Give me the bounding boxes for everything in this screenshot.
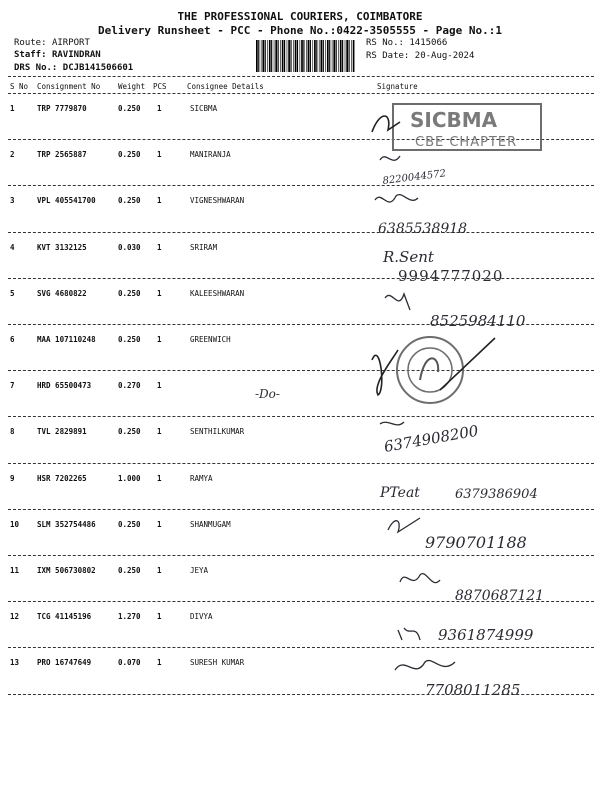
row-consignment-no: HSR 7202265 <box>37 473 87 483</box>
row-pcs: 1 <box>157 104 162 113</box>
divider <box>8 76 594 77</box>
signature-scribble <box>380 156 400 160</box>
barcode-bar <box>297 40 298 72</box>
rs-date-line <box>366 51 474 61</box>
row-divider <box>8 463 594 464</box>
barcode-bar <box>329 40 330 72</box>
signature-scribble <box>380 422 404 425</box>
barcode-bar <box>338 40 339 72</box>
row-consignee: SRIRAM <box>190 242 218 252</box>
stamp-text-1: SICBMA <box>410 108 498 132</box>
signature-scribble <box>395 660 455 670</box>
handwritten-name: PTeat <box>380 485 420 501</box>
barcode-bar <box>278 40 279 72</box>
barcode-bar <box>256 40 258 72</box>
barcode-bar <box>287 40 288 72</box>
row-consignment-no: MAA 107110248 <box>37 335 96 344</box>
row-pcs: 1 <box>157 658 162 668</box>
row-weight: 0.250 <box>118 288 141 298</box>
barcode-bar <box>342 40 343 72</box>
row-divider <box>8 555 594 556</box>
route-value: AIRPORT <box>51 38 90 48</box>
row-divider <box>8 647 594 648</box>
row-consignee: SENTHILKUMAR <box>190 427 245 437</box>
barcode-bar <box>325 40 326 72</box>
handwritten-phone: 6374908200 <box>382 421 480 456</box>
barcode-bar <box>274 40 275 72</box>
barcode-bar <box>301 40 303 72</box>
row-consignee: DIVYA <box>190 612 213 622</box>
row-weight: 0.270 <box>118 381 141 391</box>
row-consignee: SURESH KUMAR <box>190 658 245 668</box>
barcode-bar <box>261 40 262 72</box>
barcode-bar <box>323 40 324 72</box>
ditto-mark: -Do- <box>255 387 280 401</box>
barcode-bar <box>310 40 311 72</box>
row-sno: 8 <box>10 427 15 437</box>
row-weight: 0.250 <box>118 335 141 344</box>
row-consignee: SICBMA <box>190 104 218 113</box>
row-divider <box>8 370 594 371</box>
staff-label: Staff: <box>14 50 47 60</box>
rs-no-line <box>366 38 447 48</box>
barcode-bar <box>349 40 350 72</box>
staff-value: RAVINDRAN <box>51 50 101 60</box>
barcode-bar <box>300 40 301 72</box>
row-consignee: VIGNESHWARAN <box>190 196 245 206</box>
handwritten-name: R.Sent <box>383 248 434 266</box>
signature-scribble <box>375 195 418 202</box>
barcode-bar <box>316 40 317 72</box>
signature-scribble <box>372 350 398 395</box>
route-label: Route: <box>14 38 47 48</box>
row-pcs: 1 <box>157 381 162 391</box>
barcode-bar <box>282 40 284 72</box>
signature-scribble <box>398 628 420 640</box>
page-title: THE PROFESSIONAL COURIERS, COIMBATORE <box>177 10 423 23</box>
row-sno: 6 <box>10 335 15 344</box>
signature-scribble <box>385 294 410 310</box>
row-sno: 4 <box>10 242 15 252</box>
signature-scribble <box>372 116 400 132</box>
barcode-bar <box>351 40 352 72</box>
signature-stroke <box>440 338 495 390</box>
sicbma-stamp <box>393 104 541 150</box>
route-line <box>14 38 90 48</box>
barcode-bar <box>258 40 259 72</box>
row-consignee: GREENWICH <box>190 335 231 344</box>
handwritten-phone: 9361874999 <box>438 626 534 644</box>
barcode-bar <box>267 40 268 72</box>
col-header-consignee: Consignee Details <box>187 82 264 91</box>
signature-scribble <box>388 518 420 532</box>
row-consignee: SHANMUGAM <box>190 519 231 529</box>
row-consignment-no: TVL 2829891 <box>37 427 87 437</box>
row-pcs: 1 <box>157 196 162 206</box>
barcode-bar <box>340 40 342 72</box>
barcode-bar <box>275 40 277 72</box>
row-divider <box>8 139 594 140</box>
row-weight: 1.000 <box>118 473 141 483</box>
row-divider <box>8 324 594 325</box>
barcode-bar <box>314 40 316 72</box>
row-consignment-no: HRD 65500473 <box>37 381 92 391</box>
rs-no-value: 1415066 <box>409 38 448 48</box>
row-sno: 9 <box>10 473 15 483</box>
barcode-bar <box>295 40 297 72</box>
col-header-signature: Signature <box>377 82 418 91</box>
barcode-bar <box>321 40 323 72</box>
staff-line <box>14 50 101 60</box>
row-divider <box>8 694 594 695</box>
handwritten-phone: 7708011285 <box>425 681 521 699</box>
barcode-bar <box>333 40 335 72</box>
seal-emblem <box>420 358 438 380</box>
barcode-bar <box>269 40 271 72</box>
row-sno: 12 <box>10 612 20 622</box>
row-sno: 2 <box>10 150 15 160</box>
row-weight: 0.250 <box>118 104 141 113</box>
row-consignee: RAMYA <box>190 473 213 483</box>
row-weight: 0.250 <box>118 196 141 206</box>
row-pcs: 1 <box>157 150 162 160</box>
barcode-bar <box>290 40 291 72</box>
row-weight: 0.070 <box>118 658 141 668</box>
row-divider <box>8 185 594 186</box>
barcode-bar <box>280 40 281 72</box>
divider <box>8 93 594 94</box>
row-pcs: 1 <box>157 427 162 437</box>
handwritten-phone: 9790701188 <box>425 533 527 552</box>
row-weight: 0.030 <box>118 242 141 252</box>
barcode-bar <box>284 40 285 72</box>
row-consignee: MANIRANJA <box>190 150 231 160</box>
row-consignment-no: SLM 352754486 <box>37 519 96 529</box>
row-divider <box>8 232 594 233</box>
row-pcs: 1 <box>157 288 162 298</box>
row-divider <box>8 509 594 510</box>
row-consignment-no: PRO 16747649 <box>37 658 92 668</box>
stamp-text-2: CBE CHAPTER <box>415 135 518 150</box>
row-consignment-no: SVG 4680822 <box>37 288 87 298</box>
barcode-bar <box>262 40 264 72</box>
row-consignment-no: VPL 405541700 <box>37 196 96 206</box>
signature-scribble <box>400 574 440 583</box>
barcode-bar <box>332 40 333 72</box>
barcode-image <box>255 40 355 72</box>
handwritten-phone: 8220044572 <box>382 168 447 187</box>
row-sno: 3 <box>10 196 15 206</box>
handwritten-phone: 6379386904 <box>455 487 538 502</box>
row-consignee: JEYA <box>190 566 209 575</box>
drs-value: DCJB141506601 <box>62 63 134 73</box>
row-sno: 10 <box>10 519 20 529</box>
row-sno: 13 <box>10 658 20 668</box>
row-sno: 7 <box>10 381 15 391</box>
barcode-bar <box>319 40 320 72</box>
barcode-bar <box>327 40 329 72</box>
row-pcs: 1 <box>157 519 162 529</box>
row-pcs: 1 <box>157 242 162 252</box>
row-consignment-no: TRP 2565887 <box>37 150 87 160</box>
rs-date-value: 20-Aug-2024 <box>414 51 475 61</box>
row-pcs: 1 <box>157 566 162 575</box>
barcode-bar <box>345 40 346 72</box>
row-sno: 5 <box>10 288 15 298</box>
barcode-bar <box>265 40 266 72</box>
col-header-pcs: PCS <box>153 82 167 91</box>
row-pcs: 1 <box>157 612 162 622</box>
handwritten-phone: 6385538918 <box>378 221 468 237</box>
barcode-bar <box>303 40 304 72</box>
rs-no-label: RS No.: <box>366 38 404 48</box>
handwritten-phone: 8525984110 <box>430 312 526 330</box>
barcode-bar <box>336 40 337 72</box>
barcode-bar <box>271 40 272 72</box>
row-consignee: KALEESHWARAN <box>190 288 245 298</box>
barcode-bar <box>293 40 294 72</box>
stamp-border <box>393 104 541 150</box>
row-consignment-no: IXM 506730802 <box>37 566 96 575</box>
row-consignment-no: TRP 7779870 <box>37 104 87 113</box>
row-divider <box>8 278 594 279</box>
row-weight: 0.250 <box>118 427 141 437</box>
barcode-bar <box>312 40 313 72</box>
barcode-bar <box>353 40 355 72</box>
row-sno: 11 <box>10 566 20 575</box>
drs-line <box>14 63 133 73</box>
barcode-bar <box>288 40 290 72</box>
page-subtitle: Delivery Runsheet - PCC - Phone No.:0422-3505555 - Page No.:1 <box>98 24 502 37</box>
row-divider <box>8 601 594 602</box>
col-header-sno: S No <box>10 82 29 91</box>
row-consignment-no: TCG 41145196 <box>37 612 92 622</box>
row-weight: 0.250 <box>118 519 141 529</box>
barcode-bar <box>308 40 310 72</box>
col-header-weight: Weight <box>118 82 146 91</box>
row-weight: 0.250 <box>118 566 141 575</box>
col-header-consignment: Consignment No <box>37 82 101 91</box>
row-pcs: 1 <box>157 335 162 344</box>
row-consignment-no: KVT 3132125 <box>37 242 87 252</box>
row-pcs: 1 <box>157 473 162 483</box>
barcode-bar <box>346 40 348 72</box>
row-divider <box>8 416 594 417</box>
row-sno: 1 <box>10 104 15 113</box>
barcode-bar <box>306 40 307 72</box>
handwritten-phone: 9994777020 <box>398 267 504 285</box>
rs-date-label: RS Date: <box>366 51 410 61</box>
row-weight: 1.270 <box>118 612 141 622</box>
drs-label: DRS No.: <box>14 63 58 73</box>
handwritten-phone: 8870687121 <box>455 588 545 604</box>
row-weight: 0.250 <box>118 150 141 160</box>
